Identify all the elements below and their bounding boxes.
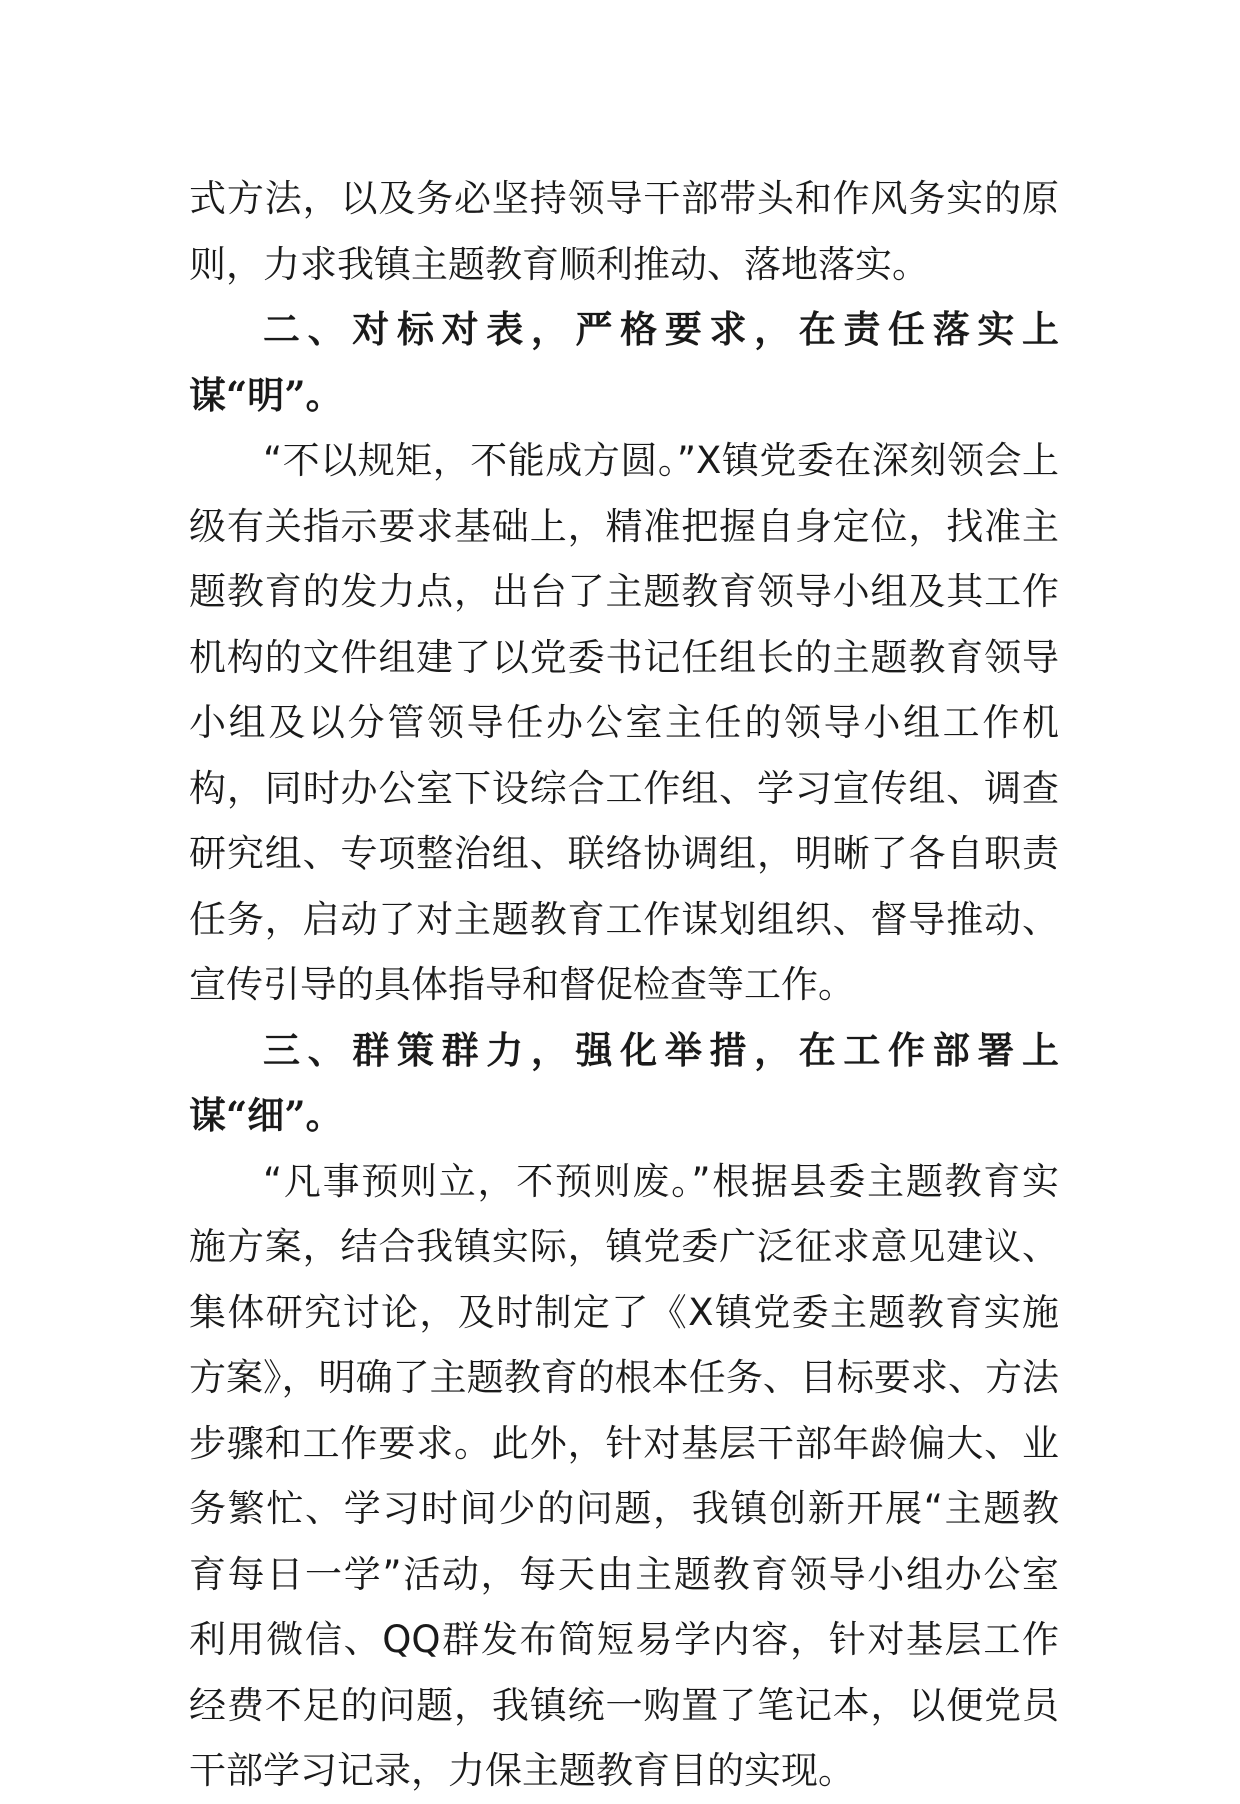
paragraph-deployment: “凡事预则立，不预则废。”根据县委主题教育实施方案，结合我镇实际，镇党委广泛征求意见建议、集体研究讨论，及时制定了《X镇党委主题教育实施方案》，明确了主题教育的根本任务、目标要求、方法步骤和工作要求。此外，针对基层干部年龄偏大、业务繁忙、学习时间少的问题，我镇创新开展“主题教育每日一学”活动，每天由主题教育领导小组办公室利用微信、QQ群发布简短易学内容，针对基层工作经费不足的问题，我镇统一购置了笔记本，以便党员干部学习记录，力保主题教育目的实现。 [189,1159,1059,1792]
section-heading-2: 二、对标对表，严格要求，在责任落实上谋“明”。 [189,307,1059,417]
paragraph-responsibility: “不以规矩，不能成方圆。”X镇党委在深刻领会上级有关指示要求基础上，精准把握自身定位，找准主题教育的发力点，出台了主题教育领导小组及其工作机构的文件组建了以党委书记任组长的主题教育领导小组及以分管领导任办公室主任的领导小组工作机构，同时办公室下设综合工作组、学习宣传组、调查研究组、专项整治组、联络协调组，明晰了各自职责任务，启动了对主题教育工作谋划组织、督导推动、宣传引导的具体指导和督促检查等工作。 [189,439,1059,1006]
document-body [189,166,1059,1804]
section-heading-3: 三、群策群力，强化举措，在工作部署上谋“细”。 [189,1027,1059,1137]
paragraph-continued: 式方法，以及务必坚持领导干部带头和作风务实的原则，力求我镇主题教育顺利推动、落地落实。 [189,177,1059,286]
